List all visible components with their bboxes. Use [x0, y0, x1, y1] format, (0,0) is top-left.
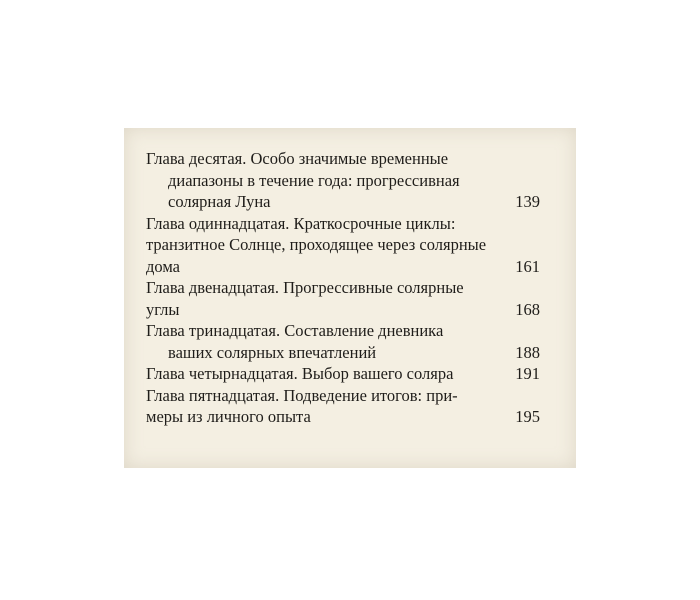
toc-entry-chapter-15: [146, 385, 540, 428]
toc-entry-line: дома: [146, 256, 180, 276]
toc-entry-line: Глава тринадцатая. Составление дневника: [146, 321, 444, 340]
toc-entry-chapter-12: [146, 277, 540, 320]
toc-page-number: 188: [515, 342, 540, 362]
toc-entry-line: транзитное Солнце, проходящее через солярные: [146, 235, 487, 254]
toc-entry-line: ваших солярных впечатлений: [168, 342, 377, 362]
toc-entry-last-line: [146, 342, 540, 364]
toc-entry-line: диапазоны в течение года: прогрессивная: [168, 170, 460, 190]
toc-entry-chapter-10: [146, 148, 540, 213]
toc-entry-line: Глава десятая. Особо значимые временные: [146, 149, 449, 168]
toc-entry-line: солярная Луна: [168, 192, 271, 211]
toc-entry-line: Глава пятнадцатая. Подведение итогов: при-: [146, 385, 458, 405]
toc-entry-last-line: [146, 406, 540, 428]
toc-entry-last-line: [146, 299, 540, 321]
toc-entry-last-line: [146, 191, 540, 213]
toc-page-number: 168: [515, 299, 540, 319]
toc-entry-last-line: [146, 256, 540, 278]
toc-entry-last-line: [146, 363, 540, 385]
toc-page-number: 191: [515, 364, 540, 383]
toc-entry-line: Глава двенадцатая. Прогрессивные солярные: [146, 278, 464, 297]
toc-page-number: 161: [515, 256, 540, 276]
toc-entry-chapter-11: [146, 213, 540, 278]
toc-entry-chapter-14: [146, 363, 540, 385]
toc-entry-chapter-13: [146, 320, 540, 363]
table-of-contents: [146, 148, 540, 428]
toc-page-number: 195: [515, 407, 540, 426]
toc-entry-line: Глава четырнадцатая. Выбор вашего соляра: [146, 364, 454, 383]
toc-entry-line: Глава одиннадцатая. Краткосрочные циклы:: [146, 213, 456, 233]
toc-entry-line: меры из личного опыта: [146, 407, 311, 426]
toc-page-number: 139: [515, 192, 540, 211]
toc-entry-line: углы: [146, 299, 180, 319]
